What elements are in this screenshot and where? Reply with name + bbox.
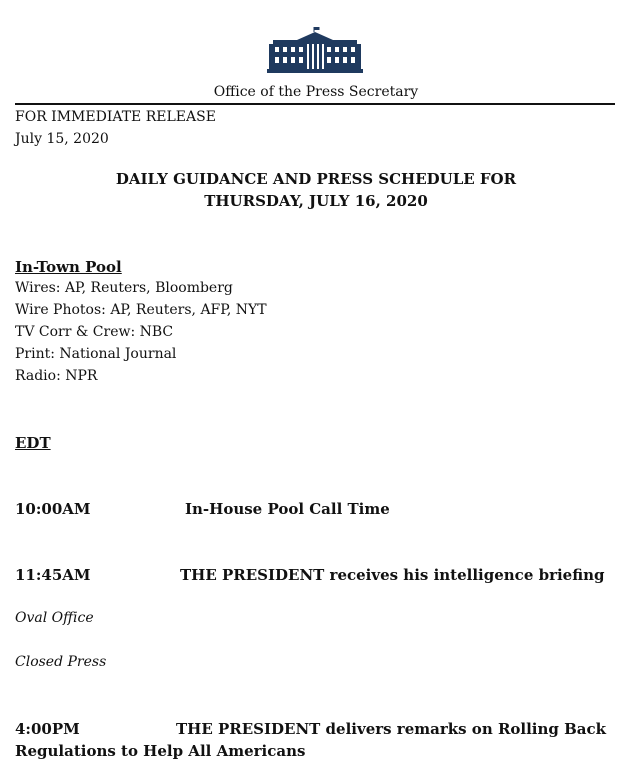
header-rule xyxy=(15,103,615,105)
pool-heading: In-Town Pool xyxy=(15,258,122,276)
pool-item: Wires: AP, Reuters, Bloomberg xyxy=(15,280,233,296)
schedule-event: In-House Pool Call Time xyxy=(185,500,390,518)
office-name: Office of the Press Secretary xyxy=(213,84,419,100)
schedule-event: THE PRESIDENT receives his intelligence briefing xyxy=(180,566,605,584)
schedule-time: 11:45AM xyxy=(15,566,91,584)
release-date: July 15, 2020 xyxy=(15,131,109,147)
pool-item: Radio: NPR xyxy=(15,368,98,384)
schedule-event: THE PRESIDENT delivers remarks on Rolling Back xyxy=(176,720,607,738)
schedule-coverage: Closed Press xyxy=(15,654,107,670)
release-label: FOR IMMEDIATE RELEASE xyxy=(15,109,216,125)
document-title-line2: THURSDAY, JULY 16, 2020 xyxy=(204,192,428,210)
pool-item: Wire Photos: AP, Reuters, AFP, NYT xyxy=(15,302,267,318)
pool-item: Print: National Journal xyxy=(15,346,177,362)
white-house-icon xyxy=(267,27,363,73)
document-title-line1: DAILY GUIDANCE AND PRESS SCHEDULE FOR xyxy=(115,170,517,188)
schedule-location: Oval Office xyxy=(15,610,94,626)
schedule-time: 4:00PM xyxy=(15,720,80,738)
schedule-event-continued: Regulations to Help All Americans xyxy=(15,742,306,760)
pool-item: TV Corr & Crew: NBC xyxy=(15,324,174,340)
schedule-time: 10:00AM xyxy=(15,500,91,518)
timezone-heading: EDT xyxy=(15,434,51,452)
